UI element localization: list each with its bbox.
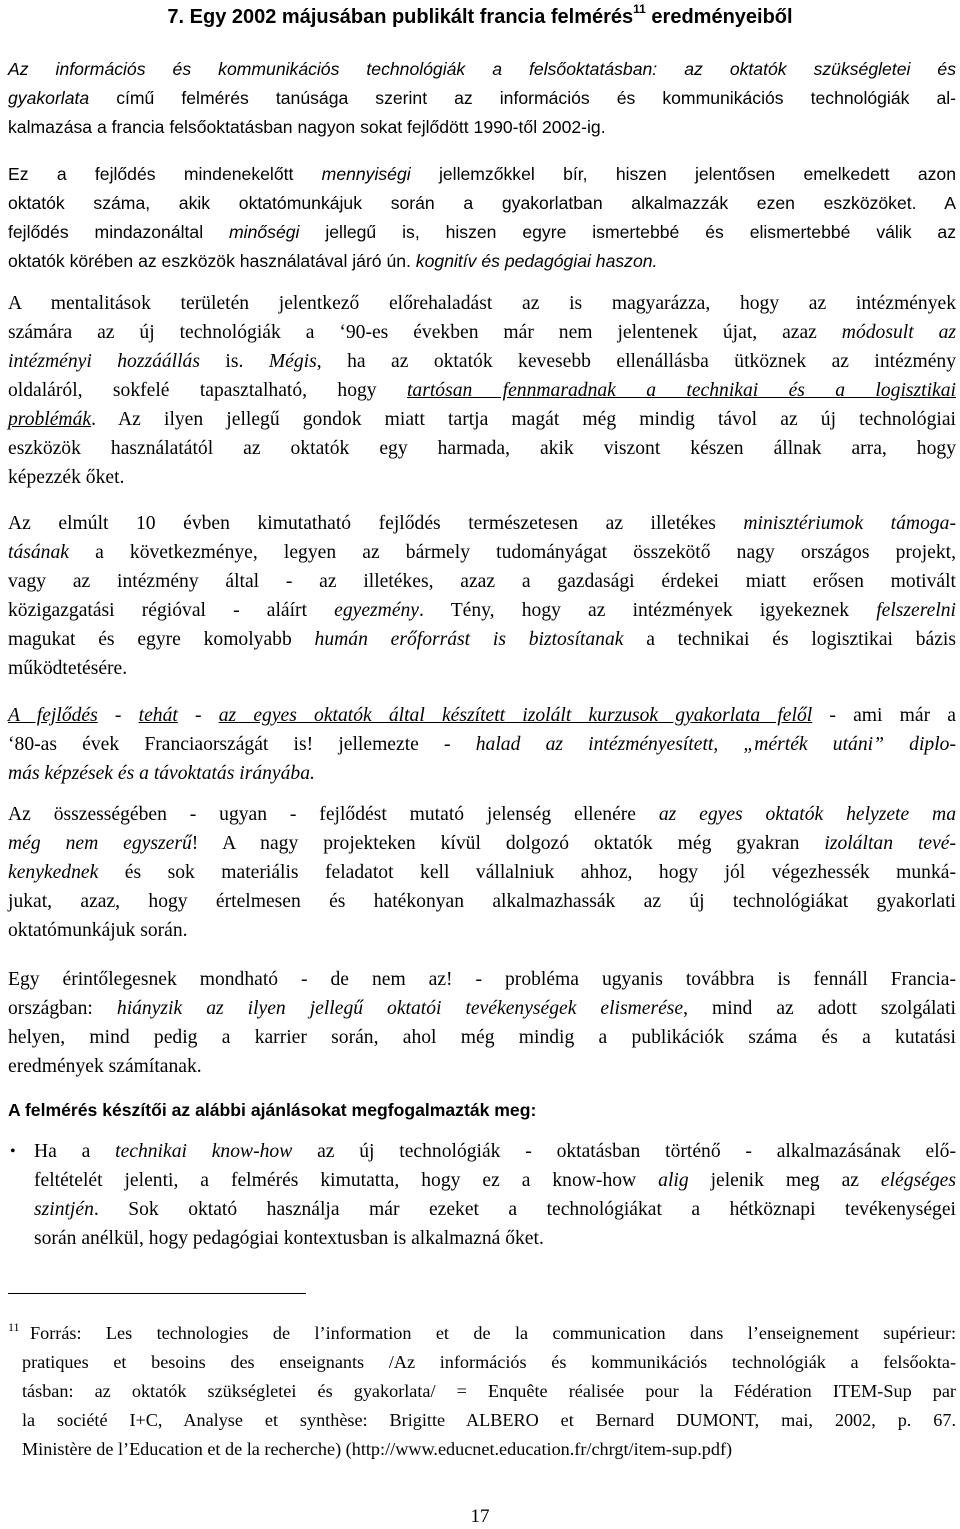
text-line: Ha a technikai know-how az új technológiák - oktatásban történő - alkalmazásának elő- — [34, 1141, 957, 1162]
text-line: tásban: az oktatók szükségletei és gyakorlata/ = Enquête réalisée pour la Fédération ITEM-Sup par — [22, 1381, 956, 1401]
text-line: során anélkül, hogy pedagógiai kontextusban is alkalmazná őket. — [34, 1228, 544, 1249]
text-line: eszközök használatától az oktatók egy harmada, akik viszont készen állnak arra, hogy — [8, 438, 956, 459]
text-line: oktatók körében az eszközök használatával járó ún. kognitív és pedagógiai haszon. — [8, 251, 658, 271]
paragraph-trend — [8, 701, 956, 788]
text-line: A fejlődés - tehát - az egyes oktatók által készített izolált kurzusok gyakorlata felől - ami már a — [8, 705, 956, 726]
text-line: képezzék őket. — [8, 467, 125, 488]
text-line: helyen, mind pedig a karrier során, ahol még mindig a publikációk száma és a kutatási — [8, 1027, 956, 1048]
text-line: oktatómunkájuk során. — [8, 920, 188, 941]
paragraph-ministry — [8, 509, 956, 683]
text-line: kenykednek és sok materiális feladatot kell vállalniuk ahhoz, hogy jól végezhessék munká- — [8, 862, 956, 883]
text-line: fejlődés mindazonáltal minőségi jellegű is, hiszen egyre ismertebbé és elismertebbé válik az — [8, 222, 957, 242]
paragraph-situation — [8, 800, 956, 945]
text-line: működtetésére. — [8, 658, 128, 679]
text-line: problémák. Az ilyen jellegű gondok miatt tartja magát még mindig távol az új technológiai — [8, 409, 956, 430]
text-line: szintjén. Sok oktató használja már ezeket a technológiákat a hétköznapi tevékenységei — [34, 1199, 956, 1220]
text-line: pratiques et besoins des enseignants /Az információs és kommunikációs technológiák a felsőokta- — [22, 1352, 956, 1372]
paragraph-intro — [8, 55, 956, 142]
text-line: közigazgatási régióval - aláírt egyezmény. Tény, hogy az intézmények igyekeznek felszerelni — [8, 600, 956, 621]
text-line: vagy az intézmény által - az illetékes, azaz a gazdasági érdekei miatt erősen motivált — [8, 571, 956, 592]
text-line: intézményi hozzáállás is. Mégis, ha az oktatók kevesebb ellenállásba ütköznek az intézmény — [8, 351, 957, 372]
text-line: tásának a következménye, legyen az bármely tudományágat összekötő nagy országos projekt, — [8, 542, 956, 563]
text-line: Egy érintőlegesnek mondható - de nem az! - probléma ugyanis továbbra is fennáll Francia- — [8, 969, 956, 990]
text-line: Az információs és kommunikációs technológiák a felsőoktatásban: az oktatók szükségletei és — [8, 59, 956, 79]
text-line: gyakorlata című felmérés tanúsága szerint az információs és kommunikációs technológiák al- — [8, 88, 956, 108]
text-line: feltételét jelenti, a felmérés kimutatta, hogy ez a know-how alig jelenik meg az elégséges — [34, 1170, 956, 1191]
text-line: ‘80-as évek Franciaországát is! jellemezte - halad az intézményesített, „mérték utáni” diplo- — [8, 734, 956, 755]
text-line: oldaláról, sokfelé tapasztalható, hogy tartósan fennmaradnak a technikai és a logisztikai — [8, 380, 956, 401]
bullet-icon: • — [10, 1143, 16, 1160]
text-line: számára az új technológiák a ‘90-es években már nem jelentenek újat, azaz módosult az — [8, 322, 956, 343]
paragraph-development — [8, 160, 956, 276]
footnote-mark: 11 — [8, 1320, 20, 1334]
text-line: Az elmúlt 10 évben kimutatható fejlődés természetesen az illetékes minisztériumok támoga- — [8, 513, 956, 534]
bullet-item-know-how — [34, 1137, 956, 1253]
section-heading — [0, 2, 960, 32]
text-line: más képzések és a távoktatás irányába. — [8, 763, 315, 784]
paragraph-problem — [8, 965, 956, 1081]
text-line: országban: hiányzik az ilyen jellegű oktatói tevékenységek elismerése, mind az adott szolgálati — [8, 998, 956, 1019]
text-line: magukat és egyre komolyabb humán erőforrást is biztosítanak a technikai és logisztikai bázis — [8, 629, 956, 650]
text-line: kalmazása a francia felsőoktatásban nagyon sokat fejlődött 1990-től 2002-ig. — [8, 117, 606, 137]
page-number: 17 — [470, 1506, 490, 1527]
paragraph-mentality — [8, 289, 956, 492]
text-line: A mentalitások területén jelentkező előrehaladást az is magyarázza, hogy az intézmények — [8, 293, 956, 314]
text-line: Az összességében - ugyan - fejlődést mutató jelenség ellenére az egyes oktatók helyzete ma — [8, 804, 956, 825]
recommendations-heading — [8, 1096, 956, 1125]
heading-suffix: eredményeiből — [645, 6, 793, 28]
heading-text: 7. Egy 2002 májusában publikált francia felmérés — [167, 6, 634, 28]
text-line: la société I+C, Analyse et synthèse: Brigitte ALBERO et Bernard DUMONT, mai, 2002, p. 67. — [22, 1410, 956, 1430]
text-line: még nem egyszerű! A nagy projekteken kívül dolgozó oktatók még gyakran izoláltan tevé- — [8, 833, 957, 854]
text-line: Forrás: Les technologies de l’information et de la communication dans l’enseignement supérieur: — [30, 1323, 956, 1343]
text-line: A felmérés készítői az alábbi ajánlásokat megfogalmazták meg: — [8, 1100, 537, 1120]
text-line: Ministère de l’Education et de la recherche) (http://www.educnet.education.fr/chrgt/item-sup.pdf) — [22, 1439, 733, 1459]
text-line: oktatók száma, akik oktatómunkájuk során a gyakorlatban alkalmazzák ezen eszközöket. A — [8, 193, 956, 213]
footnote-separator — [8, 1293, 306, 1294]
text-line: eredmények számítanak. — [8, 1056, 202, 1077]
text-line: Ez a fejlődés mindenekelőtt mennyiségi jellemzőkkel bír, hiszen jelentősen emelkedett azon — [8, 164, 956, 184]
text-line: jukat, azaz, hogy értelmesen és hatékonyan alkalmazhassák az új technológiákat gyakorlati — [8, 891, 956, 912]
footnote — [22, 1319, 956, 1464]
footnote-reference[interactable]: 11 — [633, 2, 646, 16]
